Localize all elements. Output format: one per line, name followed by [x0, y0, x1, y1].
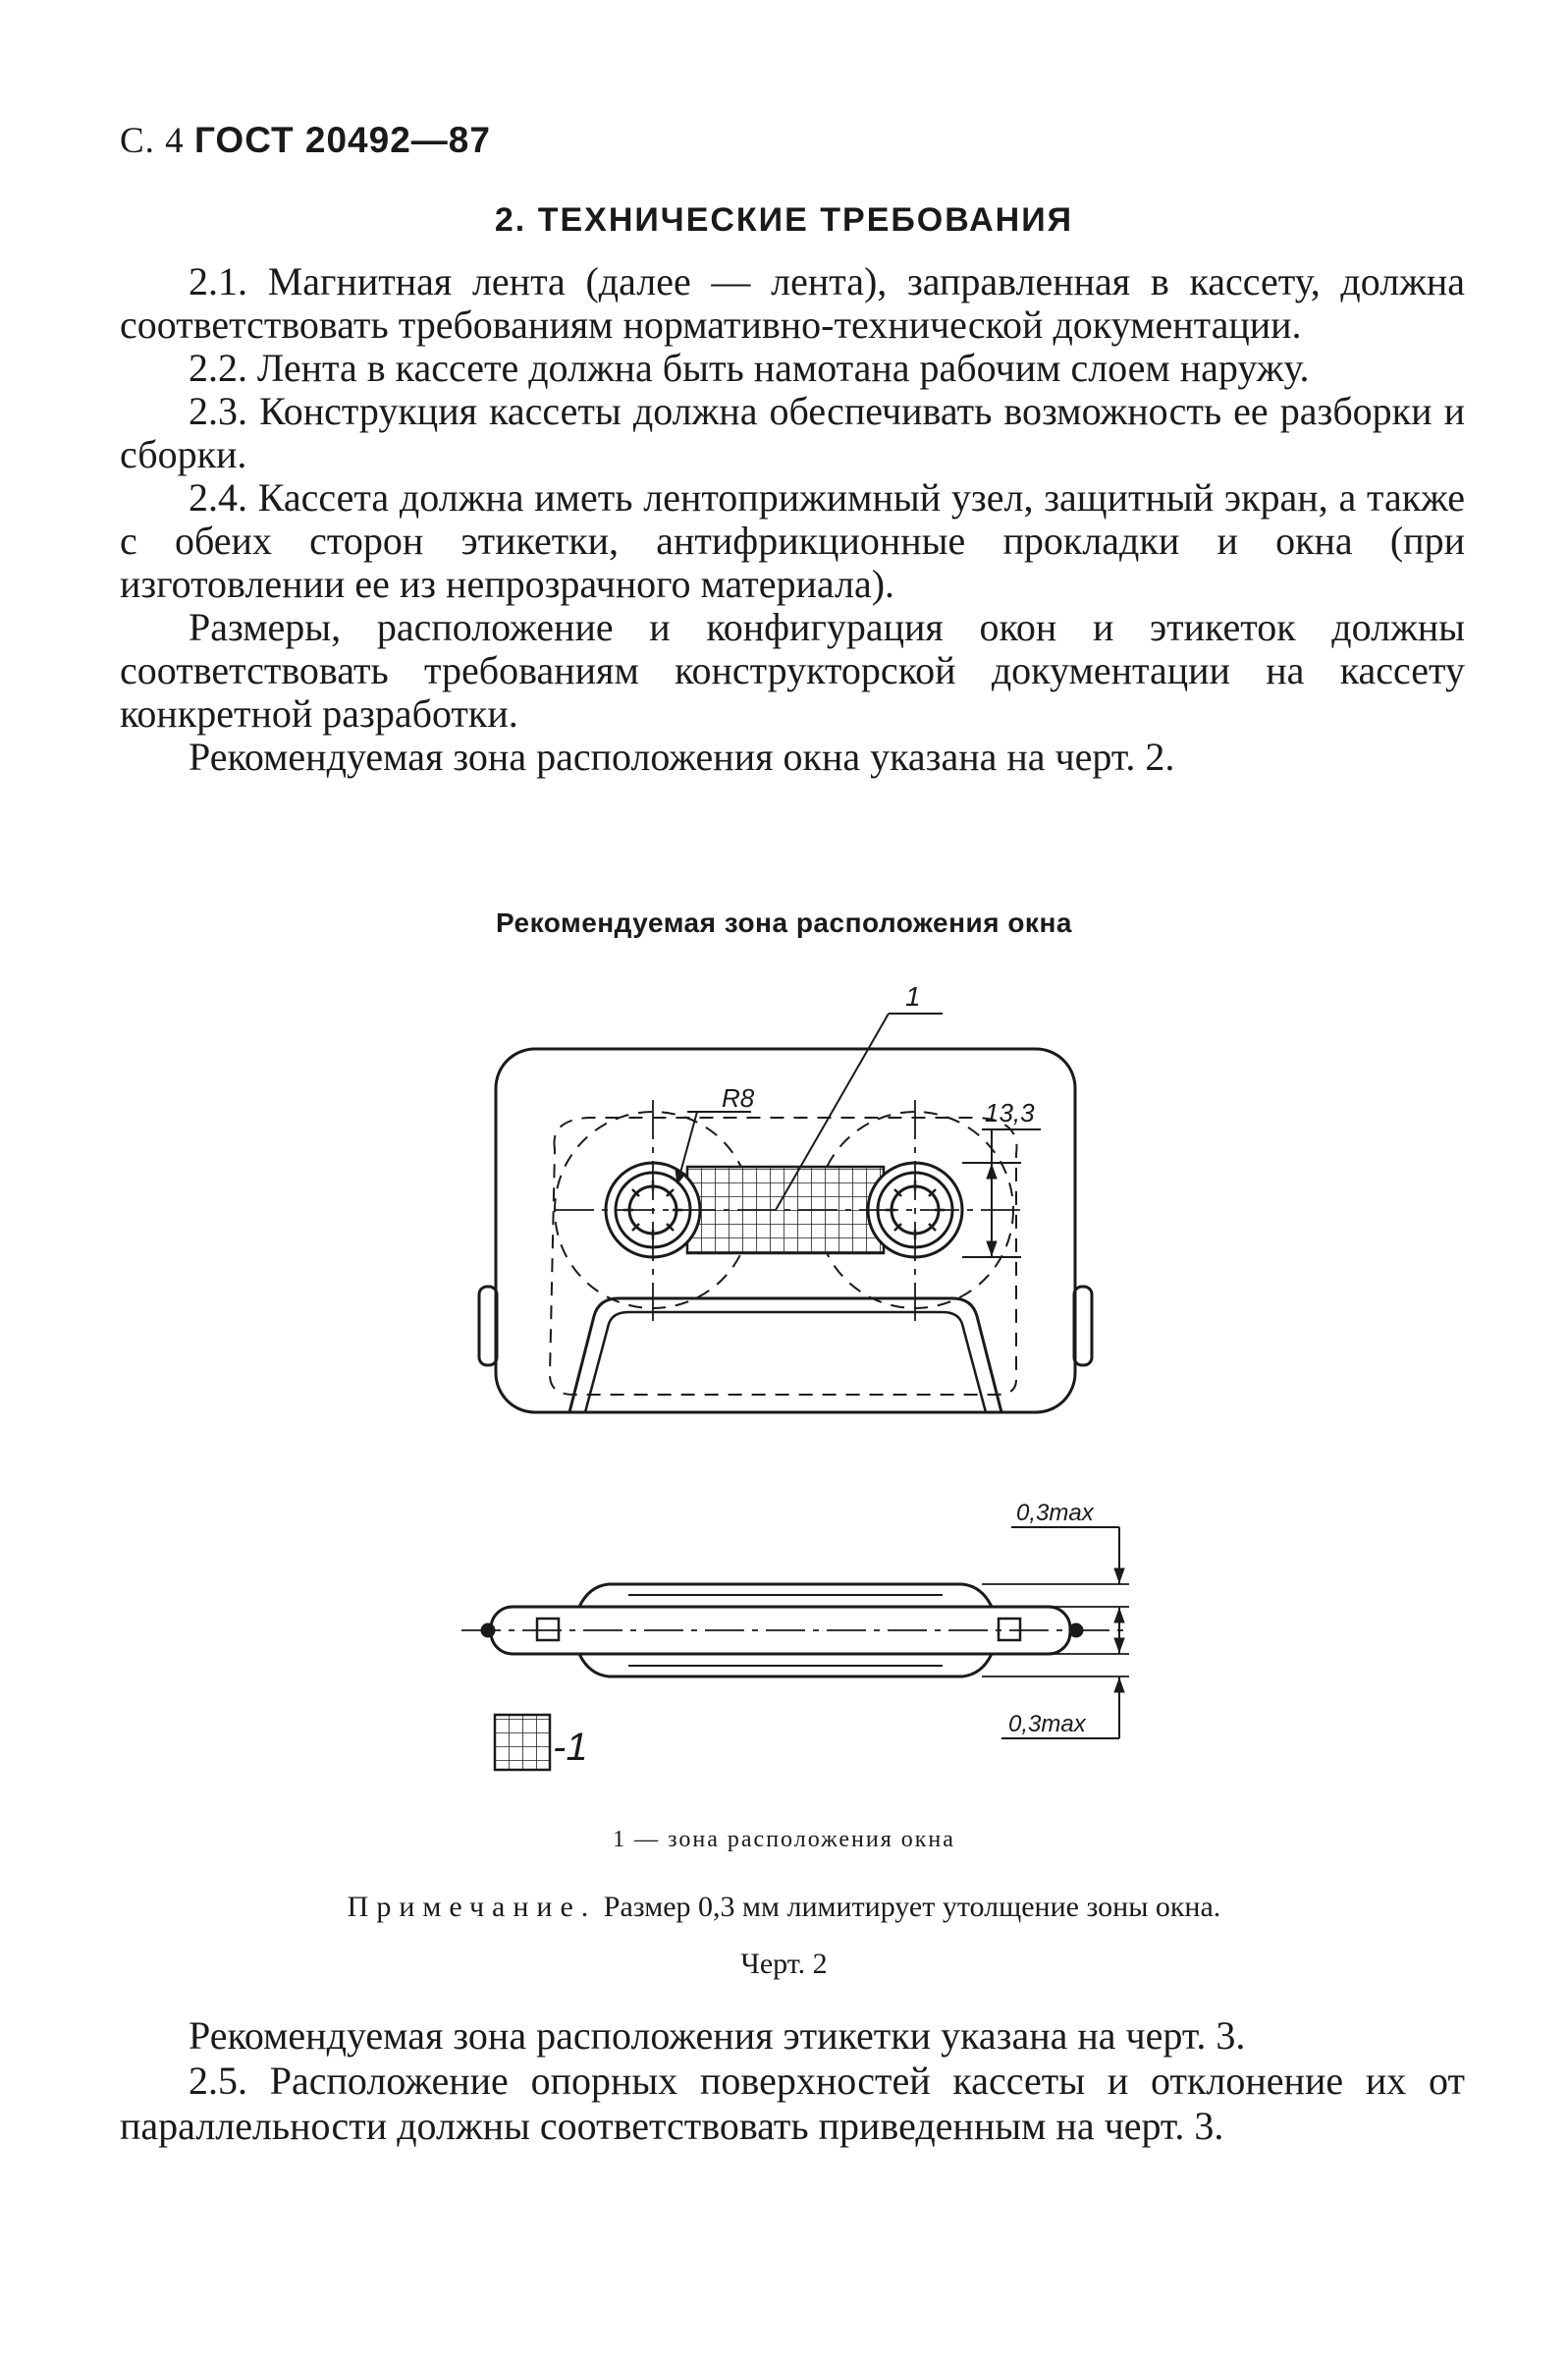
left-side-tab: [479, 1287, 497, 1365]
paragraph-2-1: 2.1. Магнитная лента (далее — лента), заправленная в кассету, должна соответствовать требованиям нормативно-технической документации.: [120, 259, 1465, 347]
right-side-tab: [1074, 1287, 1092, 1365]
figure-note: [0, 1891, 1568, 1924]
paragraph-dimensions: Размеры, расположение и конфигурация окон и этикеток должны соответствовать требованиям конструкторской документации на кассету конкретной разработки.: [120, 605, 1465, 736]
right-pin: [1070, 1624, 1082, 1636]
label-zone-dashed: [550, 1118, 1017, 1395]
section-title: 2. ТЕХНИЧЕСКИЕ ТРЕБОВАНИЯ: [494, 201, 1074, 239]
note-word: Примечание.: [347, 1891, 597, 1923]
paragraph-window-reference: Рекомендуемая зона расположения окна указана на черт. 2.: [189, 735, 1175, 779]
paragraph-2-2: 2.2. Лента в кассете должна быть намотана рабочим слоем наружу.: [189, 346, 1310, 390]
bottom-max-label: 0,3max: [1008, 1711, 1086, 1737]
figure-caption: Рекомендуемая зона расположения окна: [496, 907, 1072, 938]
left-pin: [482, 1624, 494, 1636]
paragraph-label-reference: Рекомендуемая зона расположения этикетки указана на черт. 3.: [189, 2013, 1246, 2058]
legend-key: [495, 1715, 550, 1770]
bottom-opening-inner: [585, 1312, 986, 1412]
legend-text: 1 — зона расположения окна: [613, 1827, 955, 1852]
height-label: 13,3: [985, 1098, 1035, 1127]
left-side-square: [537, 1619, 559, 1640]
radius-label: R8: [722, 1083, 755, 1113]
standard-number: ГОСТ 20492—87: [193, 120, 491, 160]
cassette-front-view: [479, 1014, 1092, 1412]
paragraph-2-4: 2.4. Кассета должна иметь лентоприжимный узел, защитный экран, а также с обеих сторон этикетки, антифрикционные прокладки и окна (при изготовлении ее из непрозрачного материала).: [120, 475, 1465, 606]
cassette-side-view: [461, 1527, 1129, 1738]
page-number: С. 4: [120, 121, 185, 161]
paragraph-2-5: 2.5. Расположение опорных поверхностей кассеты и отклонение их от параллельности должны соответствовать приведенным на черт. 3.: [120, 2059, 1465, 2148]
right-side-square: [999, 1619, 1020, 1640]
callout-number: 1: [905, 981, 921, 1012]
legend-key-label: -1: [553, 1726, 588, 1769]
top-max-label: 0,3max: [1016, 1500, 1094, 1526]
note-text: Размер 0,3 мм лимитирует утолщение зоны окна.: [603, 1891, 1221, 1923]
body-text-bottom: [120, 2013, 1465, 2149]
paragraph-2-3: 2.3. Конструкция кассеты должна обеспечивать возможность ее разборки и сборки.: [120, 389, 1465, 476]
legend-hatch-swatch: [495, 1715, 550, 1770]
figure-label: Черт. 2: [740, 1948, 828, 1980]
